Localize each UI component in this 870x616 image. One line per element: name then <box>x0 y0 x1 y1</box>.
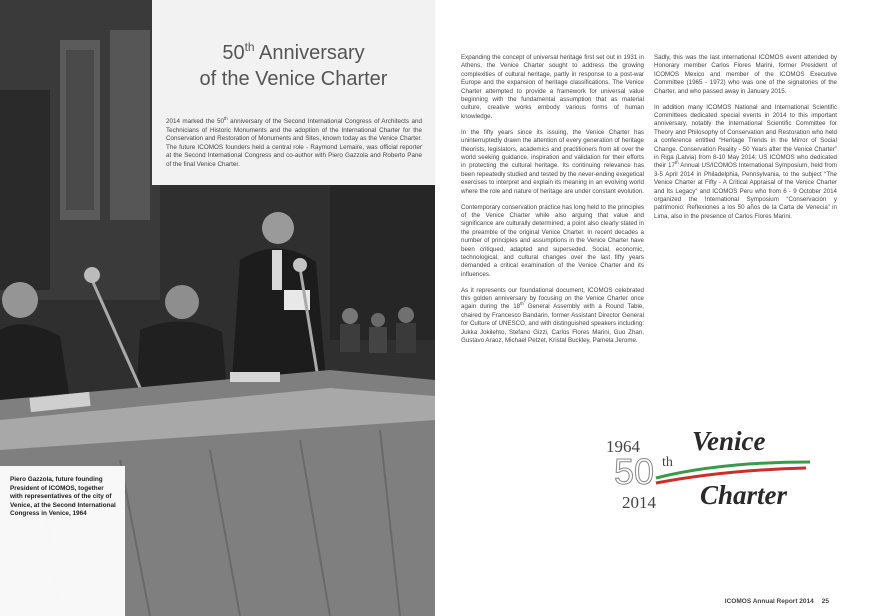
page-title-line1: 50th Anniversary <box>222 40 365 64</box>
footer-label: ICOMOS Annual Report 2014 <box>724 598 814 605</box>
logo-word-venice: Venice <box>692 426 766 456</box>
page-number: 25 <box>821 598 829 605</box>
photo-caption: Piero Gazzola, future founding President of ICOMOS, together with representatives of the city of Venice, at the Second International Congress in Venice, 1964 <box>10 476 116 518</box>
intro-paragraph: 2014 marked the 50th anniversary of the Second International Congress of Architects and Technicians of Historic Monuments and the adoption of the International Charter for the Conservation and Restoration of Monuments and Sites, known today as the Venice Charter. The future ICOMOS founders held a central role - Raymond Lemaire, was official reporter at the Second International Congress and co-author with Piero Gazzola and Roberto Pane of the final Venice Charter. <box>166 115 422 168</box>
logo-word-charter: Charter <box>700 480 788 510</box>
text-column-2 <box>654 54 837 229</box>
logo-number: 50 <box>614 451 655 492</box>
logo-year-start: 1964 <box>606 437 640 456</box>
logo-number-suffix: th <box>662 455 673 470</box>
paragraph: In addition many ICOMOS National and International Scientific Committees dedicated special events in 2014 to this important anniversary, notably the International Scientific Committee for Theory and Philosophy of Conservation and Restoration who held a conference entitled “Heritage Trends in the Mirror of Social Change. Conservation Reality - 50 Years after the Venice Charter” in Riga (Latvia) from 8-10 May 2014; US ICOMOS who dedicated their 17th Annual US/ICOMOS International Symposium, held from 3-5 April 2014 in Philadelphia, Pennsylvania, to the subject “The Venice Charter at Fifty - A Critical Appraisal of the Venice Charter and Its Legacy” and ICOMOS Peru who from 6 - 9 October 2014 organized the International Symposium “Conservación y patrimonio: Reflexiones a los 50 años de la Carta de Venecia” in Lima, also in the presence of Carlos Flores Marini. <box>654 103 837 220</box>
venice-charter-anniversary-logo <box>600 418 820 528</box>
paragraph: Contemporary conservation practice has long held to the principles of the Venice Charter while also arguing that value and significance are culturally determined, a point also clearly stated in the preamble of the original Venice Charter. In recent decades a number of principles and assumptions in the Venice Charter have been critiqued, adapted and superseded. Social, economic, technological, and cultural changes over the last fifty years demanded a critical examination of the Venice Charter and its influences. <box>461 203 644 278</box>
text-column-1 <box>461 54 644 353</box>
paragraph: As it represents our foundational document, ICOMOS celebrated this golden anniversary by focusing on the Venice Charter once again during the 18th General Assembly with a Round Table, chaired by Francesco Bandarin, former Assistant Director General for Culture of UNESCO, and with distinguished speakers including: Jukka Jokilehto, Stefano Gizzi, Carlos Flores Marini, Guo Zhan, Gustavo Araoz, Michael Petzet, Kristal Buckley, Pamela Jerome. <box>461 286 644 345</box>
photo-caption-panel <box>0 466 125 616</box>
page-footer <box>725 598 829 605</box>
paragraph: In the fifty years since its issuing, the Venice Charter has uninterruptedly drawn the attention of every generation of heritage theorists, legislators, academics and practitioners from all over the world seeking guidance, inspiration and validation for their efforts in protecting the cultural heritage. Its continuing relevance has been repeatedly studied and tested by the never-ending exegetical exercises to interpret and explain its meaning in an evolving world where the role and nature of heritage are under constant evolution. <box>461 128 644 195</box>
paragraph: Sadly, this was the last international ICOMOS event attended by Honorary member Carlos Flores Marini, former President of ICOMOS Mexico and member of the ICOMOS Executive Committee (1965 - 1972) who was one of the signatories of the Charter, and who passed away in January 2015. <box>654 54 837 95</box>
logo-year-end: 2014 <box>622 493 656 512</box>
page-title-line2: of the Venice Charter <box>199 68 388 90</box>
paragraph: Expanding the concept of universal heritage first set out in 1931 in Athens, the Venice Charter sought to address the growing complexities of cultural heritage, partly in response to a post-war Europe and the expansion of heritage classifications. The Venice Charter attempted to provide a framework for universal value beginning with the fundamental assumption that as material culture, creative works embody various forms of human knowledge. <box>461 54 644 120</box>
